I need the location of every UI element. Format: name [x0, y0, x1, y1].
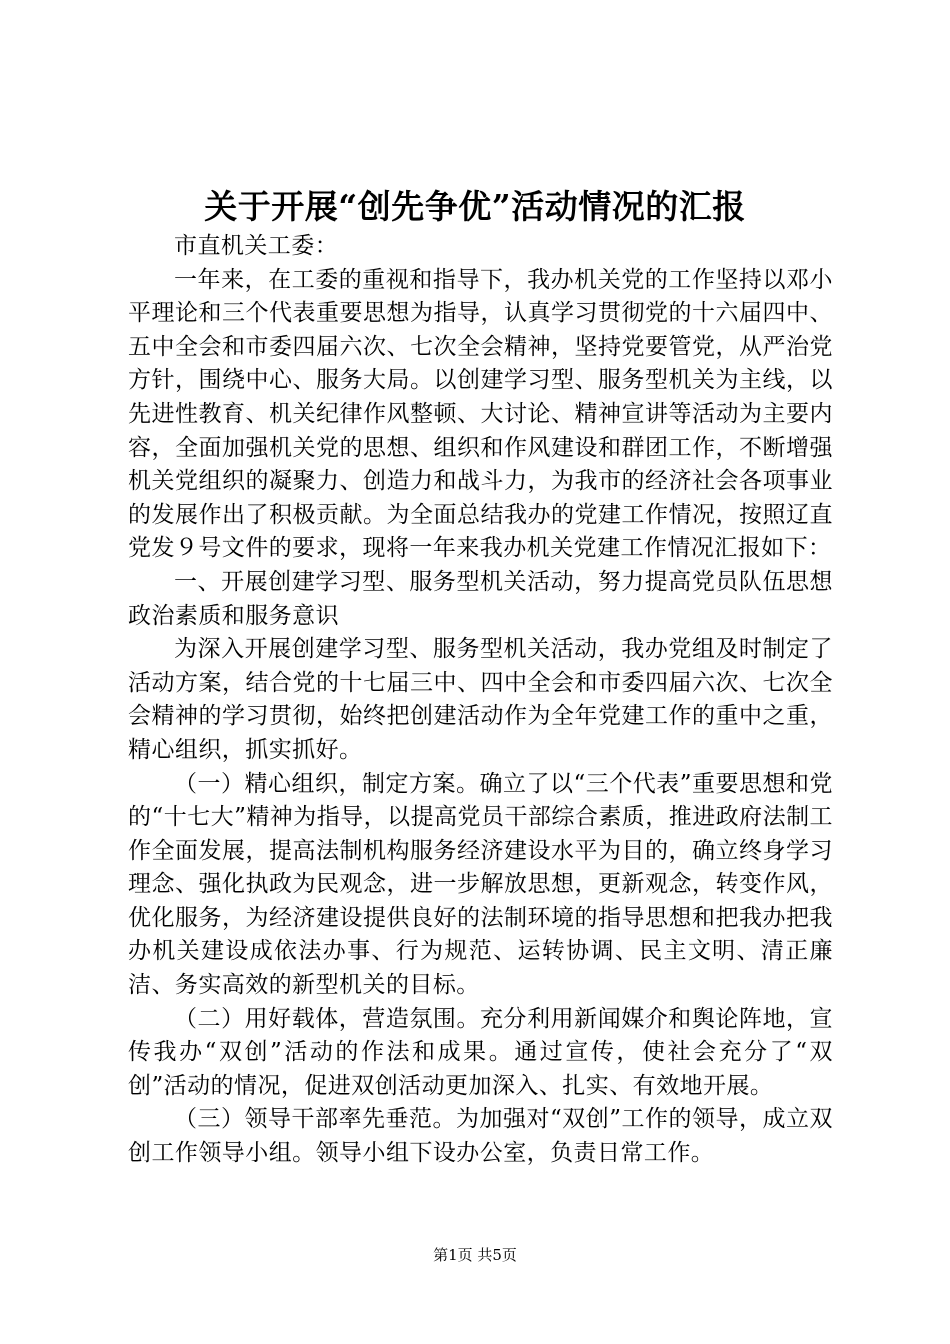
- salutation: 市直机关工委：: [174, 233, 339, 259]
- paragraph-section-1: 为深入开展创建学习型、服务型机关活动，我办党组及时制定了活动方案，结合党的十七届三中、四中全会和市委四届六次、七次全会精神的学习贯彻，始终把创建活动作为全年党建工作的重中之重，精心组织，抓实抓好。: [128, 636, 833, 763]
- paragraph-item-2: （二）用好载体，营造氛围。充分利用新闻媒介和舆论阵地，宣传我办“双创”活动的作法和成果。通过宣传，使社会充分了“双创”活动的情况，促进双创活动更加深入、扎实、有效地开展。: [128, 1005, 833, 1099]
- section-heading-1: 一、开展创建学习型、服务型机关活动，努力提高党员队伍思想政治素质和服务意识: [128, 568, 833, 629]
- document-body: [128, 230, 833, 1171]
- paragraph-item-1: （一）精心组织，制定方案。确立了以“三个代表”重要思想和党的“十七大”精神为指导，以提高党员干部综合素质，推进政府法制工作全面发展，提高法制机构服务经济建设水平为目的，确立终身学习理念、强化执政为民观念，进一步解放思想，更新观念，转变作风，优化服务，为经济建设提供良好的法制环境的指导思想和把我办把我办机关建设成依法办事、行为规范、运转协调、民主文明、清正廉洁、务实高效的新型机关的目标。: [128, 770, 833, 999]
- document-title: 关于开展“创先争优”活动情况的汇报: [204, 187, 746, 226]
- page-number-footer: 第1页 共5页: [433, 1246, 517, 1264]
- paragraph-intro: 一年来，在工委的重视和指导下，我办机关党的工作坚持以邓小平理论和三个代表重要思想为指导，认真学习贯彻党的十六届四中、五中全会和市委四届六次、七次全会精神，坚持党要管党，从严治党方针，围绕中心、服务大局。以创建学习型、服务型机关为主线，以先进性教育、机关纪律作风整顿、大讨论、精神宣讲等活动为主要内容，全面加强机关党的思想、组织和作风建设和群团工作，不断增强机关党组织的凝聚力、创造力和战斗力，为我市的经济社会各项事业的发展作出了积极贡献。为全面总结我办的党建工作情况，按照辽直党发９号文件的要求，现将一年来我办机关党建工作情况汇报如下：: [128, 266, 833, 562]
- paragraph-item-3: （三）领导干部率先垂范。为加强对“双创”工作的领导，成立双创工作领导小组。领导小组下设办公室，负责日常工作。: [128, 1106, 833, 1167]
